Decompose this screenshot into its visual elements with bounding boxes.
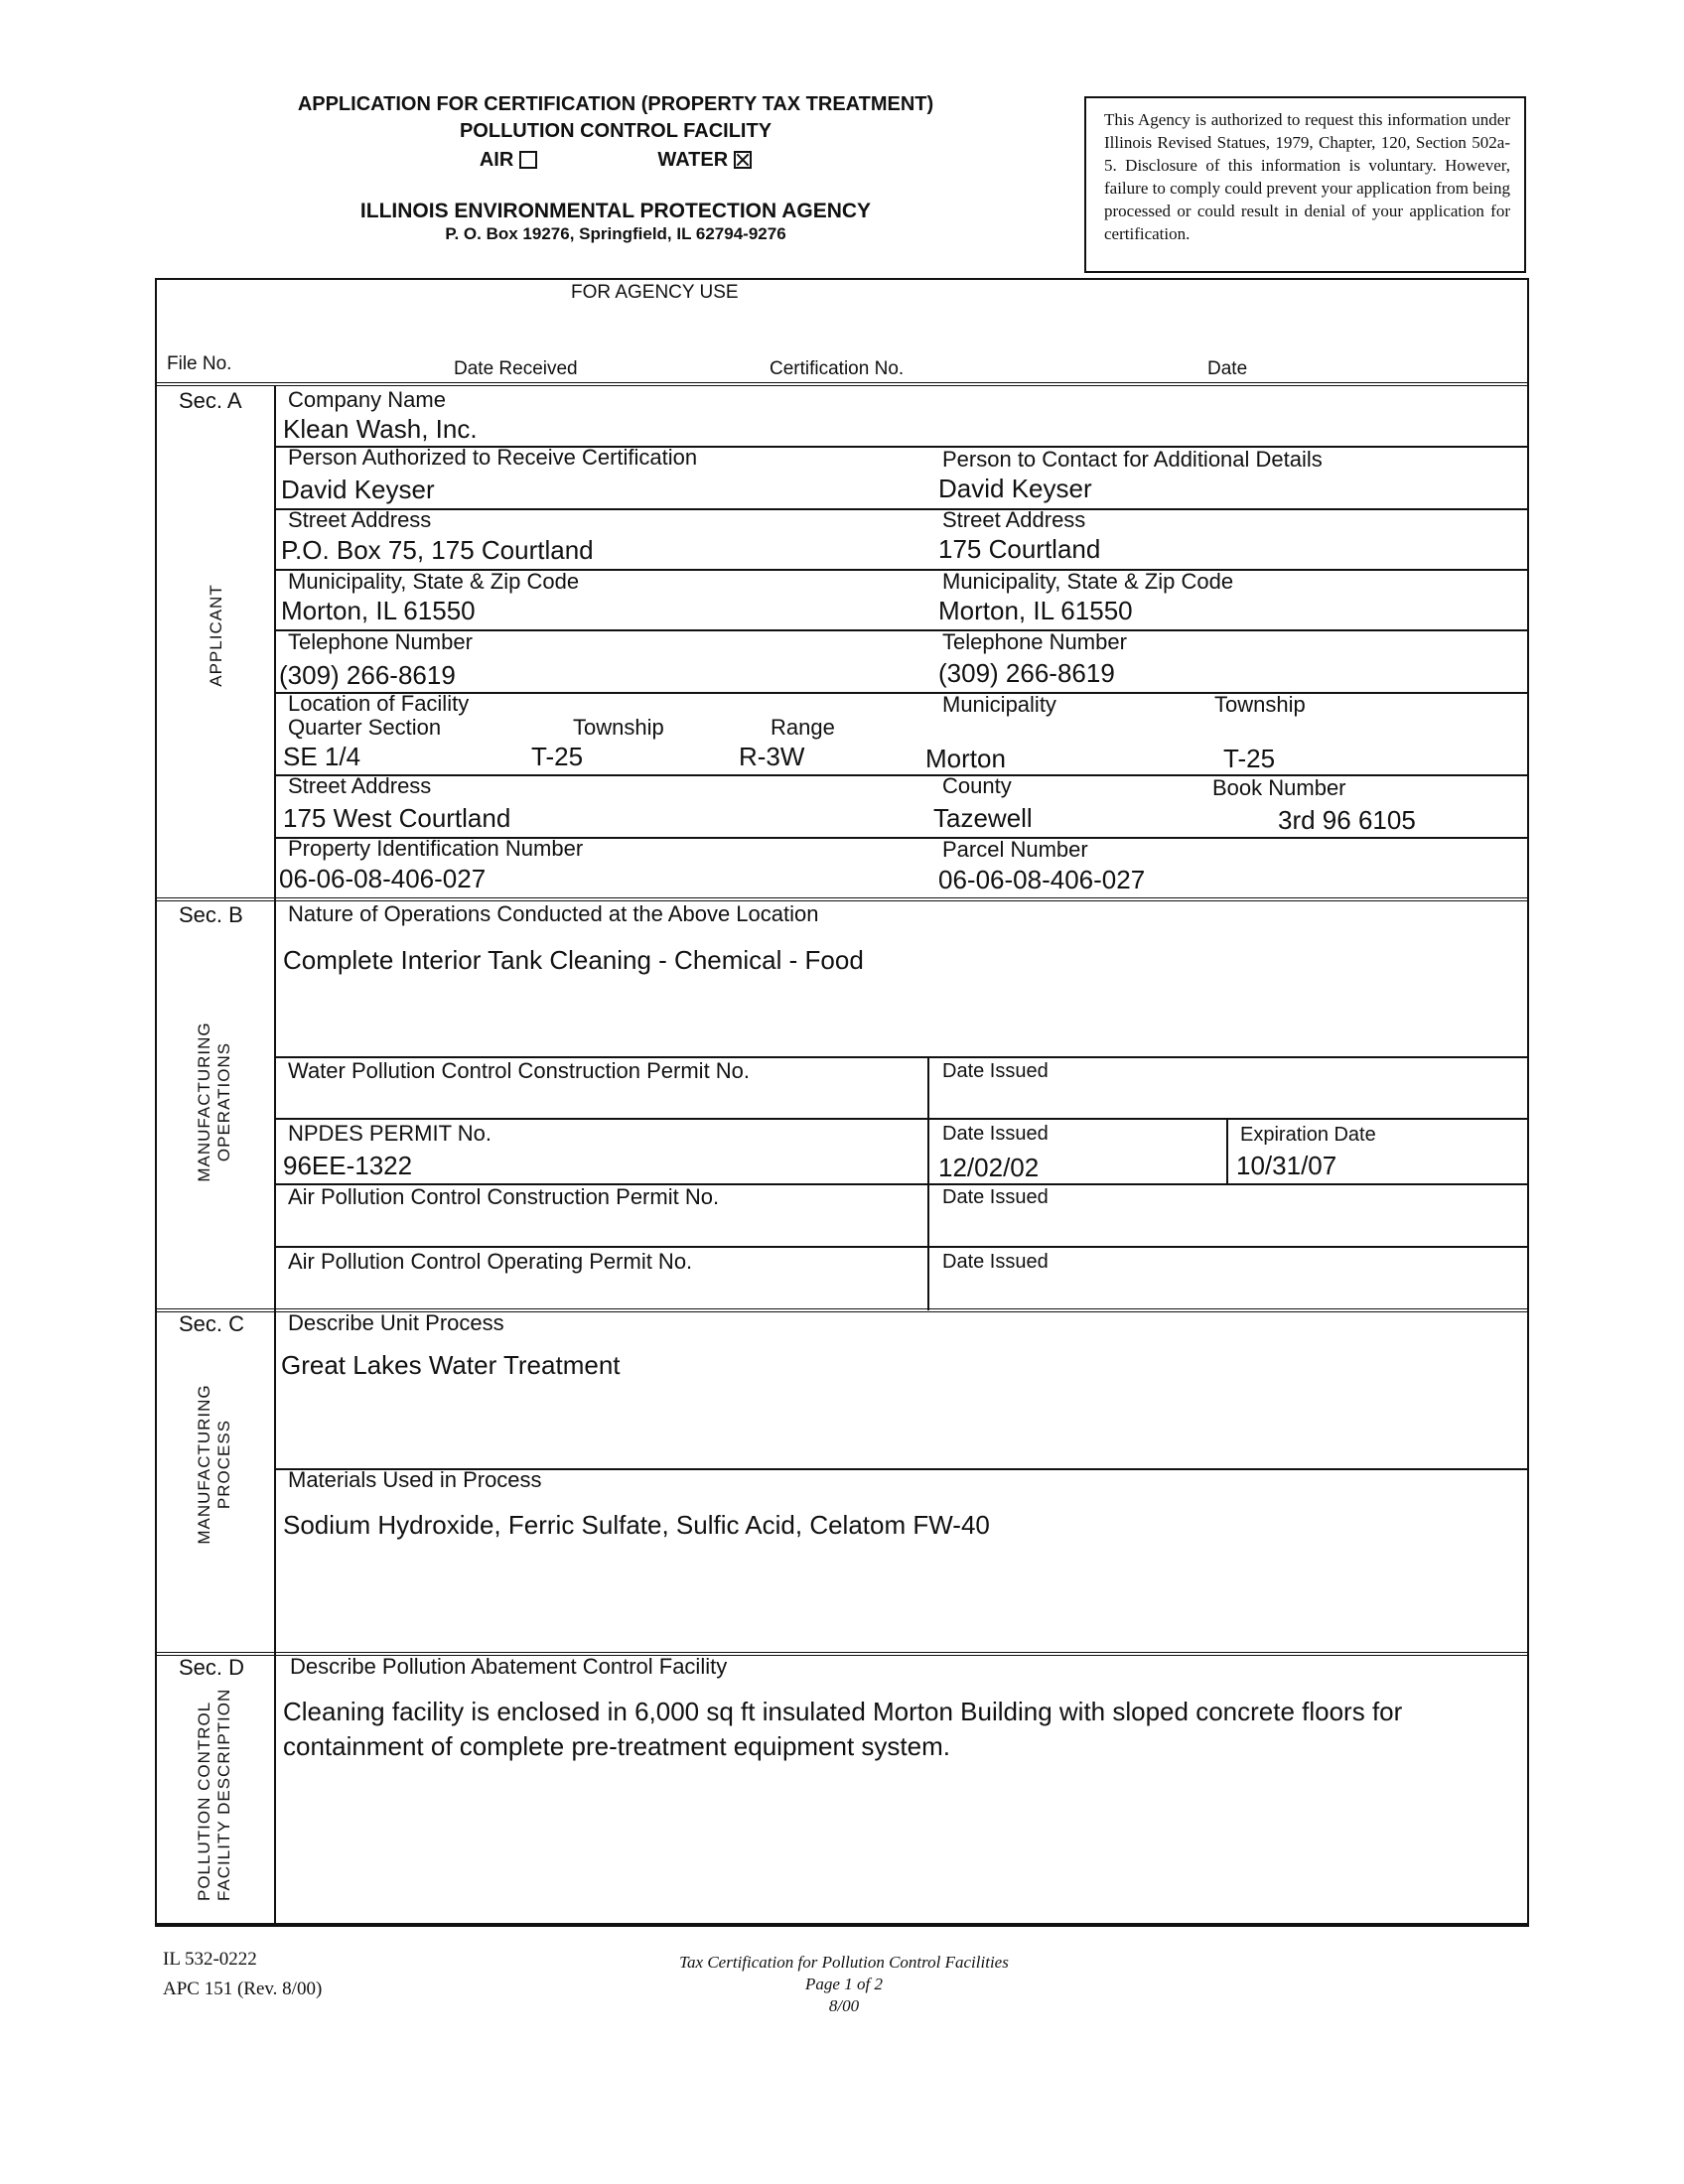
agency-use-title: FOR AGENCY USE	[571, 282, 739, 303]
form-number: IL 532-0222	[163, 1949, 257, 1970]
unit-process-value: Great Lakes Water Treatment	[281, 1350, 621, 1380]
contact-person-value: David Keyser	[938, 474, 1092, 503]
certification-no-label: Certification No.	[770, 358, 905, 379]
water-checkbox[interactable]	[734, 151, 752, 169]
date-issued-3-label: Date Issued	[942, 1186, 1049, 1208]
agency-name: ILLINOIS ENVIRONMENTAL PROTECTION AGENCY	[359, 200, 872, 222]
pin-value: 06-06-08-406-027	[279, 864, 487, 893]
city-value: Morton, IL 61550	[281, 596, 476, 625]
township2-value: T-25	[1223, 744, 1276, 773]
footer-page: Page 1 of 2	[805, 1975, 883, 1993]
location-label: Location of Facility	[288, 691, 470, 716]
footer-title: Tax Certification for Pollution Control Facilities	[679, 1953, 1009, 1972]
book-label: Book Number	[1212, 775, 1346, 800]
npdes-value: 96EE-1322	[283, 1151, 413, 1180]
company-name-value: Klean Wash, Inc.	[283, 414, 478, 444]
sec-b-label: Sec. B	[179, 902, 243, 927]
contact-street-label: Street Address	[942, 507, 1086, 532]
sec-d-side-line1: POLLUTION CONTROL	[195, 1701, 213, 1901]
disclosure-text: This Agency is authorized to request this information under Illinois Revised Statues, 1979, Chapter, 120, Section 502a-5. Disclosure of this information is voluntary. However, failure to comply could prevent your application from being processed or could result in denial of your application for certification.	[1104, 110, 1510, 243]
air-label: AIR	[479, 149, 514, 171]
media-checkboxes	[149, 147, 1082, 174]
book-value: 3rd 96 6105	[1278, 805, 1416, 835]
fac-street-value: 175 West Courtland	[283, 803, 511, 833]
air-checkbox[interactable]	[519, 151, 537, 169]
agency-address: P. O. Box 19276, Springfield, IL 62794-9276	[445, 224, 786, 243]
county-value: Tazewell	[933, 803, 1033, 833]
form-revision: APC 151 (Rev. 8/00)	[163, 1979, 323, 1999]
materials-value: Sodium Hydroxide, Ferric Sulfate, Sulfic Acid, Celatom FW-40	[283, 1510, 990, 1540]
pin-label: Property Identification Number	[288, 836, 584, 861]
city-label: Municipality, State & Zip Code	[288, 569, 580, 594]
expiration-value: 10/31/07	[1236, 1151, 1337, 1180]
contact-person-label: Person to Contact for Additional Details	[942, 447, 1323, 472]
municipality-label: Municipality	[942, 692, 1056, 717]
township2-label: Township	[1214, 692, 1306, 717]
sec-b-side-line2: OPERATIONS	[214, 1041, 233, 1162]
sec-c-side-label	[195, 1365, 234, 1564]
form-title-line2: POLLUTION CONTROL FACILITY	[459, 120, 772, 142]
parcel-label: Parcel Number	[942, 837, 1088, 862]
parcel-value: 06-06-08-406-027	[938, 865, 1146, 894]
street-value: P.O. Box 75, 175 Courtland	[281, 535, 594, 565]
unit-process-label: Describe Unit Process	[288, 1310, 504, 1335]
water-label: WATER	[657, 149, 729, 171]
air-construction-label: Air Pollution Control Construction Permit No.	[288, 1184, 720, 1209]
date-issued-4-label: Date Issued	[942, 1251, 1049, 1273]
disclosure-notice	[1084, 96, 1526, 273]
phone-value: (309) 266-8619	[279, 660, 456, 690]
sec-c-label: Sec. C	[179, 1311, 245, 1336]
quarter-label: Quarter Section	[288, 715, 442, 740]
auth-person-label: Person Authorized to Receive Certification	[288, 445, 698, 470]
municipality-value: Morton	[925, 744, 1006, 773]
range-label: Range	[771, 715, 835, 740]
contact-city-value: Morton, IL 61550	[938, 596, 1133, 625]
sec-b-side-label	[195, 1003, 234, 1201]
form-title-line1: APPLICATION FOR CERTIFICATION (PROPERTY TAX TREATMENT)	[297, 93, 934, 115]
npdes-date-value: 12/02/02	[938, 1153, 1040, 1182]
phone-label: Telephone Number	[288, 629, 473, 654]
water-permit-label: Water Pollution Control Construction Permit No.	[288, 1058, 751, 1083]
quarter-value: SE 1/4	[283, 742, 361, 771]
date-received-label: Date Received	[454, 358, 578, 379]
footer-block	[536, 1952, 1152, 2017]
auth-person-value: David Keyser	[281, 475, 435, 504]
abatement-line2: containment of complete pre-treatment equipment system.	[283, 1731, 950, 1761]
sec-a-side-label: APPLICANT	[207, 584, 225, 687]
township-value: T-25	[531, 742, 584, 771]
nature-label: Nature of Operations Conducted at the Above Location	[288, 901, 819, 926]
date-issued-2-label: Date Issued	[942, 1123, 1049, 1145]
contact-phone-label: Telephone Number	[942, 629, 1127, 654]
contact-city-label: Municipality, State & Zip Code	[942, 569, 1234, 594]
fac-street-label: Street Address	[288, 773, 432, 798]
contact-phone-value: (309) 266-8619	[938, 658, 1115, 688]
range-value: R-3W	[739, 742, 805, 771]
sec-b-side-line1: MANUFACTURING	[195, 1022, 213, 1182]
abatement-line1: Cleaning facility is enclosed in 6,000 sq ft insulated Morton Building with sloped concrete floors for	[283, 1697, 1403, 1726]
expiration-label: Expiration Date	[1240, 1124, 1376, 1146]
company-name-label: Company Name	[288, 387, 446, 412]
sec-d-side-line2: FACILITY DESCRIPTION	[214, 1688, 233, 1901]
date-issued-1-label: Date Issued	[942, 1060, 1049, 1082]
footer-date: 8/00	[828, 1996, 860, 2015]
air-operating-label: Air Pollution Control Operating Permit No.	[288, 1249, 693, 1274]
sec-c-side-line2: PROCESS	[214, 1419, 233, 1510]
agency-date-label: Date	[1207, 358, 1248, 379]
sec-d-label: Sec. D	[179, 1655, 245, 1680]
file-no-label: File No.	[167, 353, 232, 374]
abatement-label: Describe Pollution Abatement Control Facility	[290, 1654, 728, 1679]
nature-value: Complete Interior Tank Cleaning - Chemical - Food	[283, 945, 864, 975]
materials-label: Materials Used in Process	[288, 1467, 542, 1492]
sec-d-side-label	[195, 1688, 234, 1901]
form-title	[149, 91, 1082, 244]
township-label: Township	[573, 715, 664, 740]
street-label: Street Address	[288, 507, 432, 532]
contact-street-value: 175 Courtland	[938, 534, 1101, 564]
sec-c-side-line1: MANUFACTURING	[195, 1384, 213, 1545]
sec-a-label: Sec. A	[179, 388, 242, 413]
npdes-label: NPDES PERMIT No.	[288, 1121, 491, 1146]
county-label: County	[942, 773, 1012, 798]
